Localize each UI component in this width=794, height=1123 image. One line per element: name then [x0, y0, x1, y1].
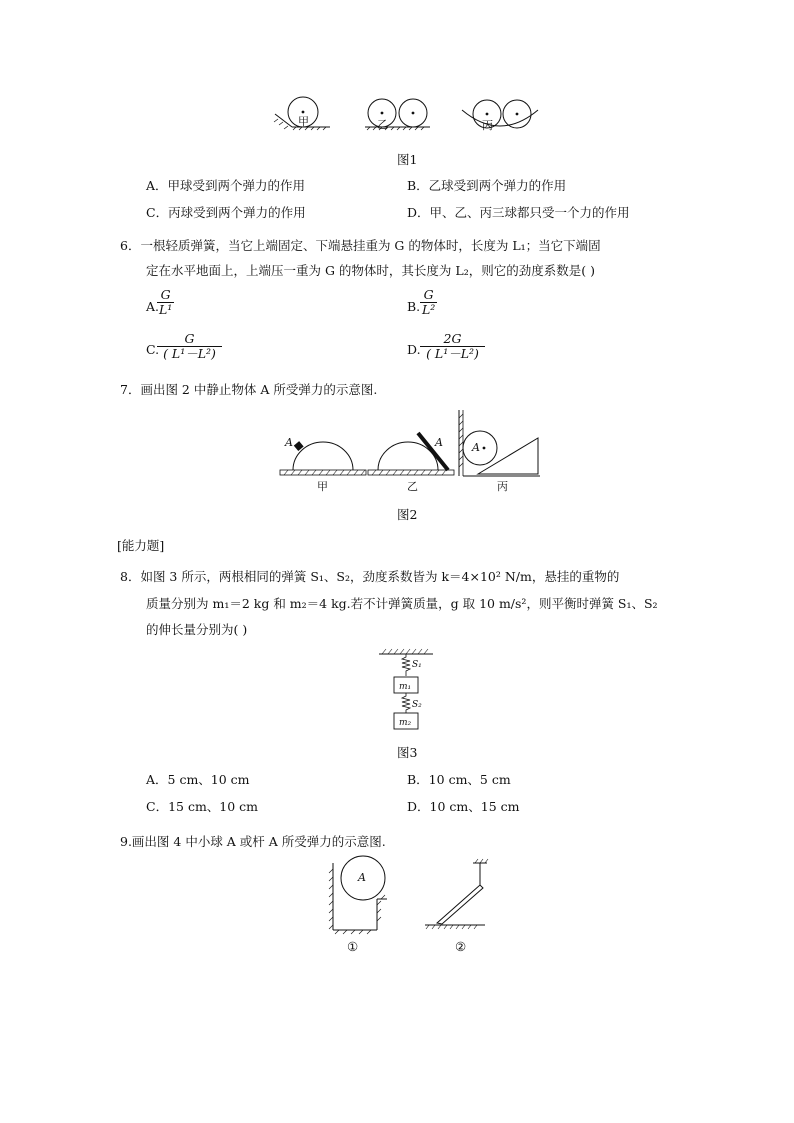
q8-option-d: D．10 cm、15 cm [407, 799, 520, 814]
fig2-label-jia: 甲 [317, 480, 328, 493]
rod-a [437, 885, 483, 924]
q8-option-a: A．5 cm、10 cm [146, 772, 250, 787]
q6-option-c-fraction: $\frac{G}{\text{( L¹－L²)}}$ [157, 332, 222, 361]
q9-text: 9.画出图 4 中小球 A 或杆 A 所受弹力的示意图. [120, 834, 386, 849]
fig3-caption: 图3 [397, 745, 418, 760]
fig2-label-yi: 乙 [407, 480, 418, 493]
figure-4 [325, 855, 500, 935]
q7-text: 7．画出图 2 中静止物体 A 所受弹力的示意图. [120, 382, 378, 397]
q8-option-c: C．15 cm、10 cm [146, 799, 259, 814]
fig3-label-m2: m₂ [399, 718, 412, 728]
fig4-one [329, 856, 387, 934]
q6-option-d-prefix: D. [407, 342, 421, 357]
fig4-two [425, 859, 488, 929]
fig1-yi [365, 99, 430, 130]
fig1-label-bing: 丙 [482, 119, 493, 132]
fig2-caption: 图2 [397, 507, 418, 522]
q6-option-a-prefix: A. [146, 299, 160, 314]
section-heading: [能力题] [117, 538, 165, 553]
spring-s2 [402, 693, 410, 713]
q6-option-c-prefix: C. [146, 342, 160, 357]
fig1-bing [462, 100, 538, 128]
q5-option-a: A．甲球受到两个弹力的作用 [146, 178, 306, 193]
fig2-label-bing: 丙 [497, 480, 508, 493]
q8-option-b: B．10 cm、5 cm [407, 772, 511, 787]
q8-line2: 质量分别为 m₁＝2 kg 和 m₂＝4 kg.若不计弹簧质量，g 取 10 m/s²，则平衡时弹簧 S₁、S₂ [146, 596, 658, 611]
q8-line3: 的伸长量分别为( ) [146, 622, 248, 637]
q6-line2: 定在水平地面上，上端压一重为 G 的物体时，其长度为 L₂，则它的劲度系数是( ) [146, 263, 595, 278]
fig4-label-one: ① [347, 939, 359, 954]
fig2-yi-object-label: A [435, 436, 443, 449]
q8-line1: 8．如图 3 所示，两根相同的弹簧 S₁、S₂，劲度系数皆为 k＝4×10² N/m，悬挂的重物的 [120, 569, 620, 584]
fig3-label-m1: m₁ [399, 682, 412, 692]
fig1-label-yi: 乙 [377, 118, 388, 131]
q6-option-b-prefix: B. [407, 299, 421, 314]
fig2-bing-object-label: A [472, 441, 480, 454]
q5-option-b: B．乙球受到两个弹力的作用 [407, 178, 567, 193]
q6-option-d-fraction: $\frac{2G}{\text{( L¹－L²)}}$ [420, 332, 485, 361]
fig3-label-s2: S₂ [412, 700, 422, 710]
fig4-ball-label: A [358, 871, 366, 884]
fig4-label-two: ② [455, 939, 467, 954]
fig2-jia-object-label: A [285, 436, 293, 449]
q5-option-d: D．甲、乙、丙三球都只受一个力的作用 [407, 205, 630, 220]
q5-option-c: C．丙球受到两个弹力的作用 [146, 205, 306, 220]
figure-1 [270, 92, 540, 137]
fig1-caption: 图1 [397, 152, 418, 167]
fig1-label-jia: 甲 [298, 115, 309, 128]
q6-option-a-fraction: $\frac{G}{\text{L¹}}$ [159, 287, 173, 317]
figure-2 [278, 408, 543, 478]
q6-line1: 6．一根轻质弹簧，当它上端固定、下端悬挂重为 G 的物体时，长度为 L₁；当它下端固 [120, 238, 601, 253]
spring-s1 [402, 654, 410, 676]
q6-option-b-fraction: $\frac{G}{\text{L²}}$ [422, 287, 436, 317]
fig3-label-s1: S₁ [412, 660, 422, 670]
